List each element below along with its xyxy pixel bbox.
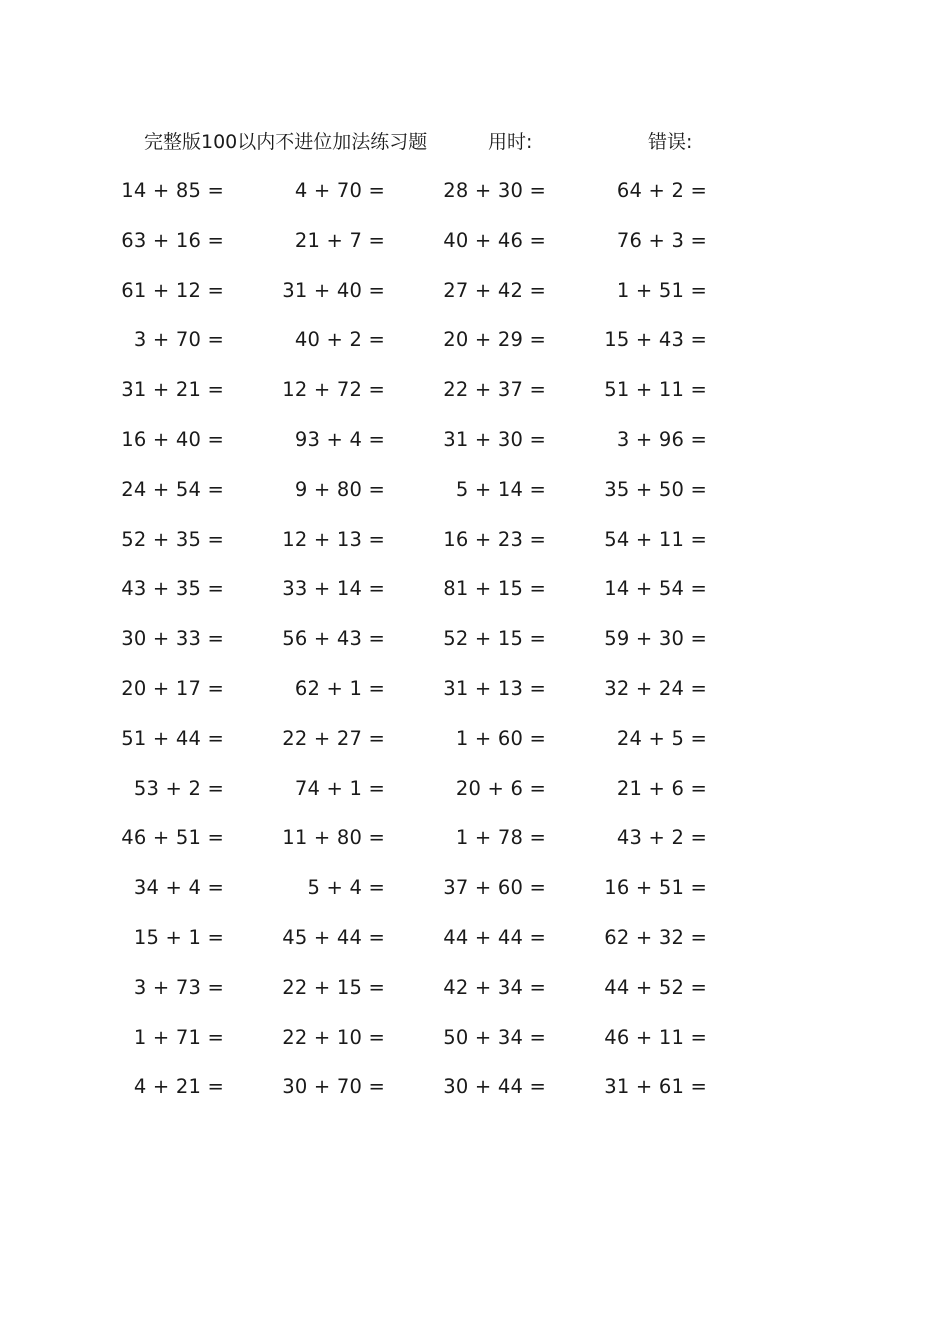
problem-text: 61 + 12 = [121, 278, 224, 302]
problem-text: 45 + 44 = [282, 925, 385, 949]
problem-text: 81 + 15 = [443, 577, 546, 601]
problem-row [121, 276, 784, 326]
problem-text: 4 + 21 = [133, 1075, 224, 1099]
problem-text: 93 + 4 = [294, 427, 385, 451]
problem-cell [265, 674, 385, 704]
problem-cell [587, 823, 707, 853]
problem-cell [426, 425, 546, 455]
problem-text: 30 + 70 = [282, 1075, 385, 1099]
problem-cell [426, 574, 546, 604]
problem-text: 9 + 80 = [294, 477, 385, 501]
problem-text: 16 + 23 = [443, 527, 546, 551]
problem-text: 11 + 80 = [282, 826, 385, 850]
problem-text: 43 + 35 = [121, 577, 224, 601]
problem-text: 1 + 51 = [616, 278, 707, 302]
problem-row [133, 1072, 784, 1122]
problem-cell [426, 674, 546, 704]
problem-row [121, 674, 784, 724]
problem-text: 40 + 46 = [443, 228, 546, 252]
problem-row [133, 923, 784, 973]
problem-text: 63 + 16 = [121, 228, 224, 252]
problem-cell [587, 276, 707, 306]
problem-row [133, 1023, 784, 1073]
problem-cell [104, 624, 224, 654]
problem-cell [265, 873, 385, 903]
problem-text: 22 + 37 = [443, 378, 546, 402]
problem-cell [587, 973, 707, 1003]
problem-cell [104, 923, 224, 953]
problem-text: 44 + 44 = [443, 925, 546, 949]
problem-cell [426, 176, 546, 206]
problem-cell [265, 475, 385, 505]
problem-text: 51 + 11 = [604, 378, 707, 402]
problem-text: 74 + 1 = [294, 776, 385, 800]
problem-cell [265, 624, 385, 654]
problem-text: 51 + 44 = [121, 726, 224, 750]
problem-text: 14 + 54 = [604, 577, 707, 601]
problem-cell [426, 624, 546, 654]
problem-cell [265, 724, 385, 754]
problem-cell [104, 823, 224, 853]
problem-cell [426, 1023, 546, 1053]
problem-cell [587, 176, 707, 206]
problem-text: 46 + 51 = [121, 826, 224, 850]
problem-cell [265, 923, 385, 953]
problem-text: 12 + 13 = [282, 527, 385, 551]
problem-text: 3 + 70 = [133, 328, 224, 352]
problem-cell [104, 574, 224, 604]
problem-cell [587, 873, 707, 903]
problem-cell [104, 873, 224, 903]
problem-text: 46 + 11 = [604, 1025, 707, 1049]
problem-cell [265, 425, 385, 455]
problem-row [121, 724, 784, 774]
problem-cell [104, 226, 224, 256]
problem-cell [587, 525, 707, 555]
worksheet-header [144, 126, 844, 158]
problem-text: 59 + 30 = [604, 627, 707, 651]
problem-cell [104, 276, 224, 306]
problem-text: 42 + 34 = [443, 975, 546, 999]
problem-cell [265, 1072, 385, 1102]
problem-row [121, 574, 784, 624]
problem-cell [104, 774, 224, 804]
problem-cell [426, 724, 546, 754]
problem-text: 27 + 42 = [443, 278, 546, 302]
problem-text: 21 + 6 = [616, 776, 707, 800]
problem-row [121, 375, 784, 425]
problem-cell [426, 375, 546, 405]
problem-row [121, 823, 784, 873]
problem-row [121, 425, 784, 475]
problem-text: 33 + 14 = [282, 577, 385, 601]
problem-text: 31 + 30 = [443, 427, 546, 451]
problem-cell [587, 375, 707, 405]
problem-text: 22 + 15 = [282, 975, 385, 999]
problem-cell [426, 1072, 546, 1102]
problem-cell [587, 475, 707, 505]
problem-cell [104, 1023, 224, 1053]
problem-cell [104, 375, 224, 405]
problem-text: 35 + 50 = [604, 477, 707, 501]
problem-cell [104, 674, 224, 704]
problem-cell [104, 176, 224, 206]
problem-text: 76 + 3 = [616, 228, 707, 252]
problem-text: 34 + 4 = [133, 876, 224, 900]
problem-cell [426, 276, 546, 306]
problem-cell [265, 525, 385, 555]
problem-text: 20 + 6 = [455, 776, 546, 800]
problem-row [121, 475, 784, 525]
problem-text: 52 + 35 = [121, 527, 224, 551]
problem-cell [426, 525, 546, 555]
problem-cell [587, 425, 707, 455]
problem-cell [265, 276, 385, 306]
problem-row [121, 624, 784, 674]
problem-text: 3 + 96 = [616, 427, 707, 451]
problem-text: 5 + 14 = [455, 477, 546, 501]
problem-cell [426, 325, 546, 355]
problem-cell [265, 1023, 385, 1053]
problem-cell [426, 823, 546, 853]
problem-text: 37 + 60 = [443, 876, 546, 900]
problem-text: 43 + 2 = [616, 826, 707, 850]
problem-text: 16 + 40 = [121, 427, 224, 451]
problem-grid [121, 176, 784, 1122]
problem-text: 14 + 85 = [121, 179, 224, 202]
problem-text: 53 + 2 = [133, 776, 224, 800]
problem-row [121, 525, 784, 575]
problem-text: 54 + 11 = [604, 527, 707, 551]
problem-text: 30 + 44 = [443, 1075, 546, 1099]
problem-text: 44 + 52 = [604, 975, 707, 999]
problem-cell [265, 774, 385, 804]
problem-text: 31 + 21 = [121, 378, 224, 402]
problem-row [133, 973, 784, 1023]
problem-cell [104, 973, 224, 1003]
problem-cell [587, 724, 707, 754]
problem-cell [104, 724, 224, 754]
problem-cell [587, 624, 707, 654]
problem-cell [265, 574, 385, 604]
problem-cell [104, 325, 224, 355]
problem-text: 1 + 71 = [133, 1025, 224, 1049]
problem-cell [587, 674, 707, 704]
problem-cell [104, 525, 224, 555]
problem-text: 12 + 72 = [282, 378, 385, 402]
problem-cell [265, 973, 385, 1003]
problem-cell [587, 1072, 707, 1102]
problem-text: 31 + 13 = [443, 676, 546, 700]
problem-text: 16 + 51 = [604, 876, 707, 900]
problem-text: 15 + 43 = [604, 328, 707, 352]
problem-text: 21 + 7 = [294, 228, 385, 252]
problem-cell [587, 226, 707, 256]
problem-text: 62 + 1 = [294, 676, 385, 700]
problem-text: 3 + 73 = [133, 975, 224, 999]
problem-cell [104, 1072, 224, 1102]
problem-cell [587, 923, 707, 953]
error-label: 错误: [648, 131, 693, 153]
problem-cell [265, 176, 385, 206]
problem-cell [265, 226, 385, 256]
problem-text: 32 + 24 = [604, 676, 707, 700]
problem-cell [426, 475, 546, 505]
problem-cell [265, 325, 385, 355]
problem-text: 31 + 40 = [282, 278, 385, 302]
problem-cell [426, 226, 546, 256]
problem-cell [104, 425, 224, 455]
problem-text: 20 + 17 = [121, 676, 224, 700]
worksheet-title: 完整版100以内不进位加法练习题 [144, 131, 428, 153]
problem-cell [426, 774, 546, 804]
problem-cell [426, 973, 546, 1003]
problem-text: 40 + 2 = [294, 328, 385, 352]
problem-text: 30 + 33 = [121, 627, 224, 651]
problem-text: 22 + 10 = [282, 1025, 385, 1049]
problem-row [121, 226, 784, 276]
problem-text: 1 + 60 = [455, 726, 546, 750]
problem-cell [104, 475, 224, 505]
problem-text: 24 + 54 = [121, 477, 224, 501]
problem-text: 62 + 32 = [604, 925, 707, 949]
problem-text: 52 + 15 = [443, 627, 546, 651]
problem-cell [587, 325, 707, 355]
problem-text: 4 + 70 = [294, 179, 385, 202]
problem-row [133, 774, 784, 824]
problem-cell [587, 574, 707, 604]
problem-text: 24 + 5 = [616, 726, 707, 750]
problem-text: 20 + 29 = [443, 328, 546, 352]
problem-text: 64 + 2 = [616, 179, 707, 202]
problem-text: 15 + 1 = [133, 925, 224, 949]
problem-text: 56 + 43 = [282, 627, 385, 651]
problem-text: 50 + 34 = [443, 1025, 546, 1049]
problem-row [133, 325, 784, 375]
problem-text: 22 + 27 = [282, 726, 385, 750]
time-label: 用时: [488, 131, 533, 153]
problem-cell [265, 823, 385, 853]
problem-text: 31 + 61 = [604, 1075, 707, 1099]
problem-text: 5 + 4 = [307, 876, 385, 900]
problem-text: 1 + 78 = [455, 826, 546, 850]
problem-row [133, 873, 784, 923]
problem-cell [587, 774, 707, 804]
problem-text: 28 + 30 = [443, 179, 546, 202]
problem-row [121, 176, 784, 226]
problem-cell [426, 873, 546, 903]
problem-cell [587, 1023, 707, 1053]
problem-cell [265, 375, 385, 405]
problem-cell [426, 923, 546, 953]
